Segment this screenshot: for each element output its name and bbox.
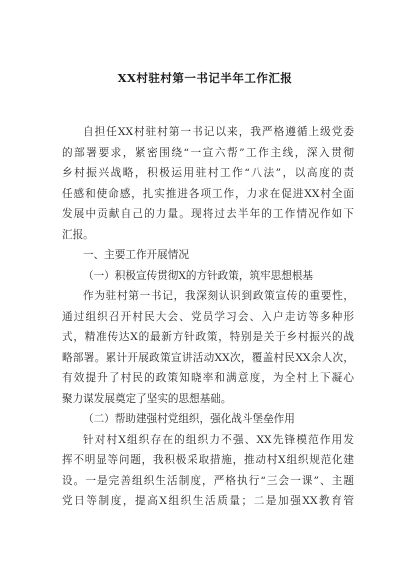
document-body: [62, 122, 354, 512]
subsection-heading: （一）积极宣传贯彻X的方针政策，筑牢思想根基: [83, 269, 314, 282]
paragraph-line: 式，精准传达X的最新方针政策，特别是关于乡村振兴的战: [62, 331, 354, 343]
paragraph-line: 挥不明显等问题，我积极采取措施，推动村X组织规范化建: [62, 454, 354, 466]
paragraph-line: 的部署要求，紧密围绕“一宣六帮”工作主线，深入贯彻: [62, 146, 354, 159]
section-heading: 一、主要工作开展情况: [83, 249, 189, 261]
paragraph-line: 作为驻村第一书记，我深刻认识到政策宣传的重要性，: [83, 290, 354, 302]
paragraph-line: 乡村振兴战略，积极运用驻村工作“八法”，以高度的责: [62, 167, 354, 179]
subsection-heading: （二）帮助建强村党组织，强化战斗堡垒作用: [83, 413, 295, 425]
paragraph-line: 任感和使命感，扎实推进各项工作，力求在促进XX村全面: [62, 187, 354, 200]
paragraph-line: 自担任XX村驻村第一书记以来，我严格遵循上级党委: [83, 126, 354, 138]
paragraph-line: 针对村X组织存在的组织力不强、XX先锋模范作用发: [83, 433, 354, 446]
paragraph-line: 党日等制度，提高X组织生活质量；二是加强XX教育管: [62, 495, 354, 507]
paragraph-line: 汇报。: [62, 228, 94, 241]
paragraph-line: 通过组织召开村民大会、党员学习会、入户走访等多种形: [62, 310, 354, 323]
document-title: XX村驻村第一书记半年工作汇报: [117, 71, 293, 85]
paragraph-line: 设。一是完善组织生活制度，严格执行“三会一课”、主题: [62, 474, 354, 487]
paragraph-line: 有效提升了村民的政策知晓率和满意度，为全村上下凝心: [62, 372, 354, 384]
paragraph-line: 略部署。累计开展政策宣讲活动XX次，覆盖村民XX余人次，: [62, 351, 354, 364]
paragraph-line: 发展中贡献自己的力量。现将过去半年的工作情况作如下: [62, 208, 354, 220]
paragraph-line: 聚力谋发展奠定了坚实的思想基础。: [62, 392, 232, 405]
